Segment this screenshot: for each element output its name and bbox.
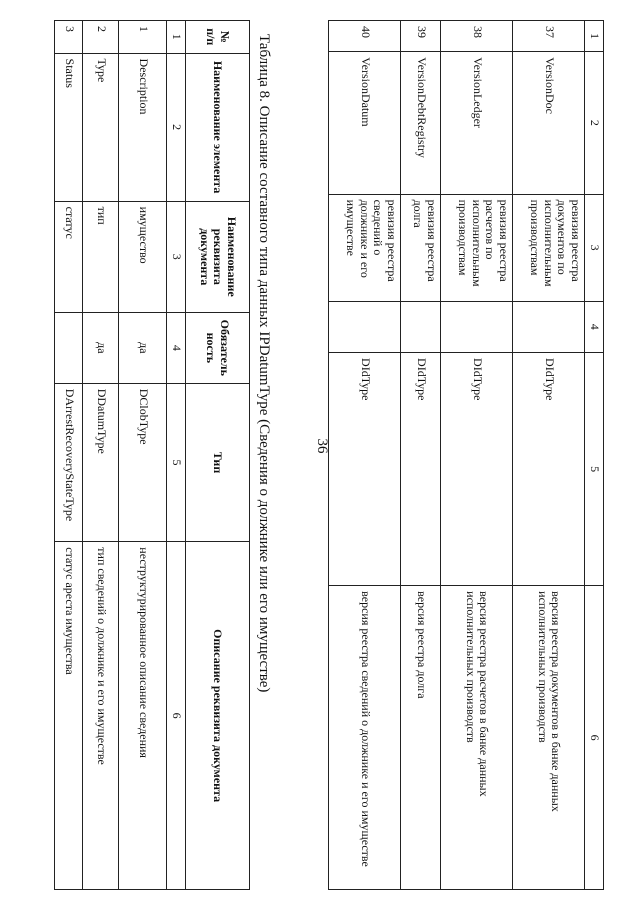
table-header-row [186, 21, 250, 890]
header-cell: 2 [585, 52, 604, 194]
element-name: Description [119, 53, 167, 201]
row-number: 39 [401, 21, 441, 52]
table-row [513, 21, 585, 890]
element-name: Status [55, 53, 83, 201]
element-name: VersionDatum [329, 52, 401, 194]
numbering-cell: 2 [167, 53, 186, 201]
description-cell: статус ареста имущества [55, 542, 83, 890]
table-header-row [585, 21, 604, 890]
row-number: 38 [441, 21, 513, 52]
required-flag: да [119, 312, 167, 383]
element-name: VersionDebtRegistry [401, 52, 441, 194]
type-cell: DArrestRecoveryStateType [55, 383, 83, 542]
rotated-page-content [12, 20, 612, 890]
numbering-cell: 4 [167, 312, 186, 383]
header-cell: 1 [585, 21, 604, 52]
column-header-required: Обязатель ность [186, 312, 250, 383]
type-cell: DIdType [401, 353, 441, 586]
type-cell: DIdType [329, 353, 401, 586]
attribute-name: ревизия реестра документов по исполнительным производствам [513, 194, 585, 301]
row-number: 37 [513, 21, 585, 52]
column-header-attribute-name: Наименование реквизита документа [186, 201, 250, 312]
column-header-type: Тип [186, 383, 250, 542]
page-number: 36 [314, 438, 330, 454]
row-number: 1 [119, 21, 167, 54]
column-header-number: № п/п [186, 21, 250, 54]
row-number: 2 [83, 21, 119, 54]
required-flag [401, 301, 441, 352]
type-cell: DDatumType [83, 383, 119, 542]
table-row [401, 21, 441, 890]
numbering-cell: 6 [167, 542, 186, 890]
description-cell: тип сведений о должнике и его имуществе [83, 542, 119, 890]
description-cell: версия реестра сведений о должнике и его имуществе [329, 586, 401, 890]
attributes-table-continued [328, 20, 604, 890]
header-cell: 5 [585, 353, 604, 586]
attribute-name: ревизия реестра долга [401, 194, 441, 301]
required-flag [441, 301, 513, 352]
description-cell: версия реестра документов в банке данных исполнительных производств [513, 586, 585, 890]
row-number: 40 [329, 21, 401, 52]
table-row [55, 21, 83, 890]
required-flag [55, 312, 83, 383]
column-header-element-name: Наименование элемента [186, 53, 250, 201]
header-cell: 3 [585, 194, 604, 301]
element-name: VersionLedger [441, 52, 513, 194]
attribute-name: имущество [119, 201, 167, 312]
description-cell: неструктурированное описание сведения [119, 542, 167, 890]
header-cell: 4 [585, 301, 604, 352]
element-name: Type [83, 53, 119, 201]
element-name: VersionDoc [513, 52, 585, 194]
table-numbering-row [167, 21, 186, 890]
attribute-name: тип [83, 201, 119, 312]
attribute-name: ревизия реестра сведений о должнике и его имуществе [329, 194, 401, 301]
description-cell: версия реестра расчетов в банке данных исполнительных производств [441, 586, 513, 890]
type-cell: DClobType [119, 383, 167, 542]
table-row [83, 21, 119, 890]
numbering-cell: 5 [167, 383, 186, 542]
attribute-name: ревизия реестра расчетов по исполнительным производствам [441, 194, 513, 301]
header-cell: 6 [585, 586, 604, 890]
column-header-description: Описание реквизита документа [186, 542, 250, 890]
table-caption: Таблица 8. Описание составного типа данных IPDatumType (Сведения о должнике или его имуществе) [256, 34, 272, 693]
numbering-cell: 1 [167, 21, 186, 54]
ipdatumtype-table [54, 20, 250, 890]
numbering-cell: 3 [167, 201, 186, 312]
description-cell: версия реестра долга [401, 586, 441, 890]
required-flag [513, 301, 585, 352]
table-row [119, 21, 167, 890]
table-row [329, 21, 401, 890]
required-flag [329, 301, 401, 352]
attribute-name: статус [55, 201, 83, 312]
table-row [441, 21, 513, 890]
required-flag: да [83, 312, 119, 383]
type-cell: DIdType [513, 353, 585, 586]
row-number: 3 [55, 21, 83, 54]
type-cell: DIdType [441, 353, 513, 586]
